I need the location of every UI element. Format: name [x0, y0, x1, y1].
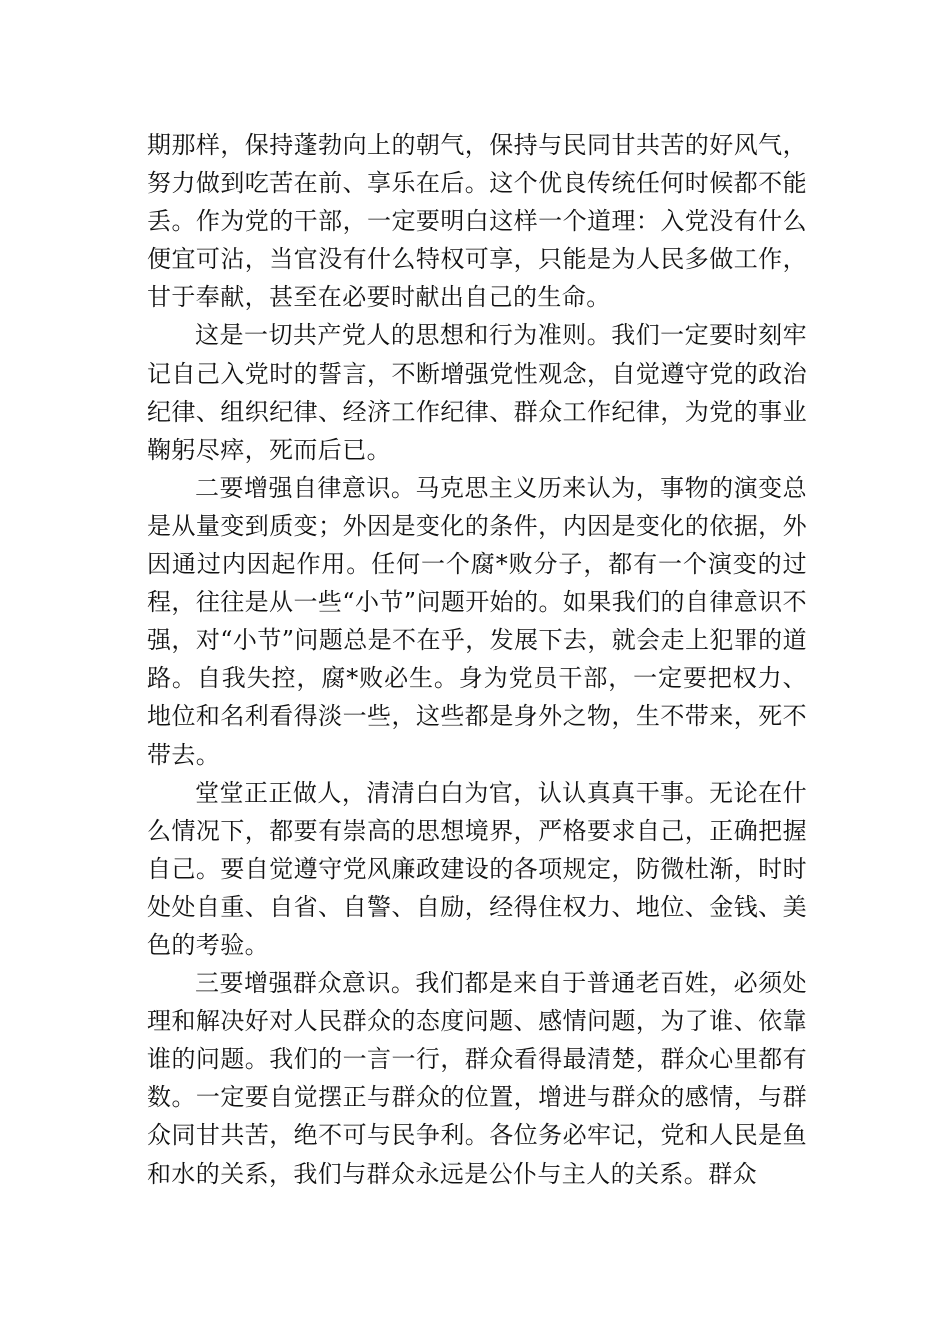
paragraph-1: 期那样，保持蓬勃向上的朝气，保持与民同甘共苦的好风气，努力做到吃苦在前、享乐在后。这个优良传统任何时候都不能丢。作为党的干部，一定要明白这样一个道理：入党没有什么便宜可沾，当官没有什么特权可享，只能是为人民多做工作，甘于奉献，甚至在必要时献出自己的生命。: [147, 131, 807, 312]
paragraph-5: 三要增强群众意识。我们都是来自于普通老百姓，必须处理和解决好对人民群众的态度问题、感情问题，为了谁、依靠谁的问题。我们的一言一行，群众看得最清楚，群众心里都有数。一定要自觉摆正与群众的位置，增进与群众的感情，与群众同甘共苦，绝不可与民争利。各位务必牢记，党和人民是鱼和水的关系，我们与群众永远是公仆与主人的关系。群众: [147, 969, 807, 1188]
paragraph-4: 堂堂正正做人，清清白白为官，认认真真干事。无论在什么情况下，都要有崇高的思想境界，严格要求自己，正确把握自己。要自觉遵守党风廉政建设的各项规定，防微杜渐，时时处处自重、自省、自警、自励，经得住权力、地位、金钱、美色的考验。: [147, 778, 807, 959]
paragraph-2: 这是一切共产党人的思想和行为准则。我们一定要时刻牢记自己入党时的誓言，不断增强党性观念，自觉遵守党的政治纪律、组织纪律、经济工作纪律、群众工作纪律，为党的事业鞠躬尽瘁，死而后已。: [147, 321, 807, 464]
document-page: [147, 126, 807, 1193]
paragraph-3: 二要增强自律意识。马克思主义历来认为，事物的演变总是从量变到质变；外因是变化的条件，内因是变化的依据，外因通过内因起作用。任何一个腐*败分子，都有一个演变的过程，往往是从一些“小节”问题开始的。如果我们的自律意识不强，对“小节”问题总是不在乎，发展下去，就会走上犯罪的道路。自我失控，腐*败必生。身为党员干部，一定要把权力、地位和名利看得淡一些，这些都是身外之物，生不带来，死不带去。: [147, 473, 807, 769]
